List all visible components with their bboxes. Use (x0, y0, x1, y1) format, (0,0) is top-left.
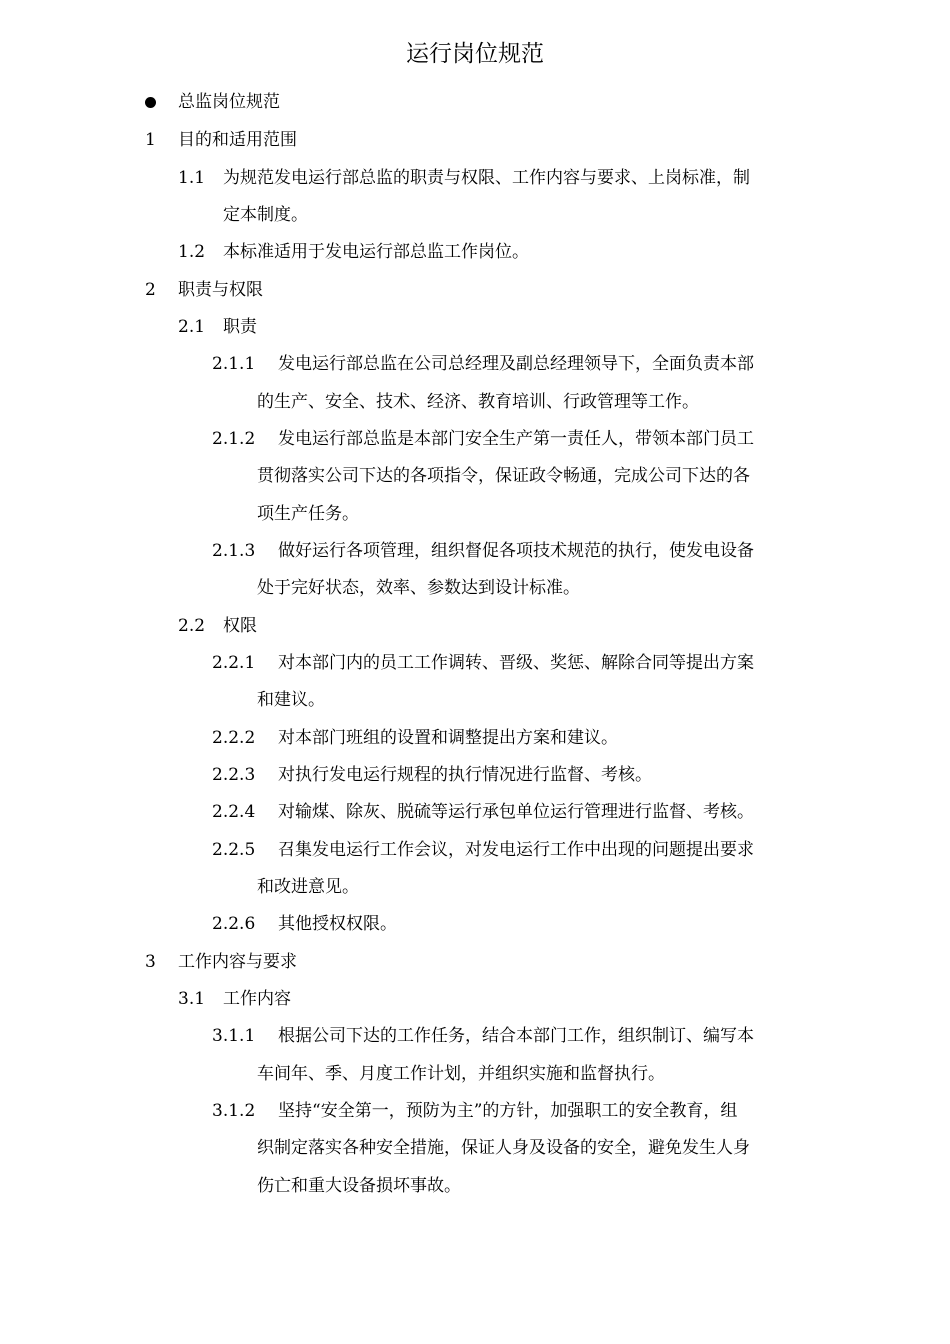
section-title: 目的和适用范围 (178, 130, 297, 150)
clause-number: 2.2.4 (212, 802, 256, 822)
clause-number: 2.1.1 (212, 354, 256, 374)
clause-number: 2.2.3 (212, 765, 256, 785)
clause-text: 发电运行部总监是本部门安全生产第一责任人，带领本部门员工 (278, 429, 754, 449)
clause-text: 对本部门内的员工工作调转、晋级、奖惩、解除合同等提出方案 (278, 653, 754, 673)
clause-text: 发电运行部总监在公司总经理及副总经理领导下，全面负责本部 (278, 354, 754, 374)
clause-continuation: 的生产、安全、技术、经济、教育培训、行政管理等工作。 (257, 392, 699, 412)
clause-text: 对本部门班组的设置和调整提出方案和建议。 (278, 728, 618, 748)
section-number: 2 (145, 280, 156, 300)
clause-text: 根据公司下达的工作任务，结合本部门工作，组织制订、编写本 (278, 1026, 754, 1046)
clause-number: 2.1.2 (212, 429, 256, 449)
clause-text: 职责 (223, 317, 257, 337)
clause-number: 2.2.6 (212, 914, 256, 934)
clause-continuation: 处于完好状态，效率、参数达到设计标准。 (257, 578, 580, 598)
clause-number: 1.2 (178, 242, 206, 262)
clause-text: 做好运行各项管理，组织督促各项技术规范的执行，使发电设备 (278, 541, 754, 561)
clause-number: 2.1.3 (212, 541, 256, 561)
clause-text: 工作内容 (223, 989, 291, 1009)
clause-number: 2.2.2 (212, 728, 256, 748)
clause-continuation: 项生产任务。 (257, 504, 359, 524)
clause-continuation: 织制定落实各种安全措施，保证人身及设备的安全，避免发生人身 (257, 1138, 750, 1158)
clause-continuation: 贯彻落实公司下达的各项指令，保证政令畅通，完成公司下达的各 (257, 466, 750, 486)
clause-text: 为规范发电运行部总监的职责与权限、工作内容与要求、上岗标准，制 (223, 168, 750, 188)
clause-continuation: 伤亡和重大设备损坏事故。 (257, 1176, 461, 1196)
clause-number: 3.1.1 (212, 1026, 256, 1046)
clause-number: 3.1.2 (212, 1101, 256, 1121)
clause-number: 2.2 (178, 616, 206, 636)
clause-text: 本标准适用于发电运行部总监工作岗位。 (223, 242, 529, 262)
clause-number: 2.2.5 (212, 840, 256, 860)
clause-text: 对输煤、除灰、脱硫等运行承包单位运行管理进行监督、考核。 (278, 802, 754, 822)
clause-continuation: 和建议。 (257, 690, 325, 710)
clause-text: 权限 (223, 616, 257, 636)
clause-text: 召集发电运行工作会议，对发电运行工作中出现的问题提出要求 (278, 840, 754, 860)
section-title: 工作内容与要求 (178, 952, 297, 972)
section-number: 1 (145, 130, 156, 150)
page-title: 运行岗位规范 (406, 41, 544, 67)
clause-number: 1.1 (178, 168, 206, 188)
section-number: 3 (145, 952, 156, 972)
clause-continuation: 车间年、季、月度工作计划，并组织实施和监督执行。 (257, 1064, 665, 1084)
clause-continuation: 和改进意见。 (257, 877, 359, 897)
bullet-dot-icon (145, 97, 156, 108)
bullet-heading-text: 总监岗位规范 (178, 92, 280, 112)
clause-number: 2.1 (178, 317, 206, 337)
clause-continuation: 定本制度。 (223, 205, 308, 225)
clause-number: 2.2.1 (212, 653, 256, 673)
section-title: 职责与权限 (178, 280, 263, 300)
clause-number: 3.1 (178, 989, 206, 1009)
clause-text: 坚持“安全第一，预防为主”的方针，加强职工的安全教育，组 (278, 1101, 738, 1121)
clause-text: 其他授权权限。 (278, 914, 397, 934)
clause-text: 对执行发电运行规程的执行情况进行监督、考核。 (278, 765, 652, 785)
